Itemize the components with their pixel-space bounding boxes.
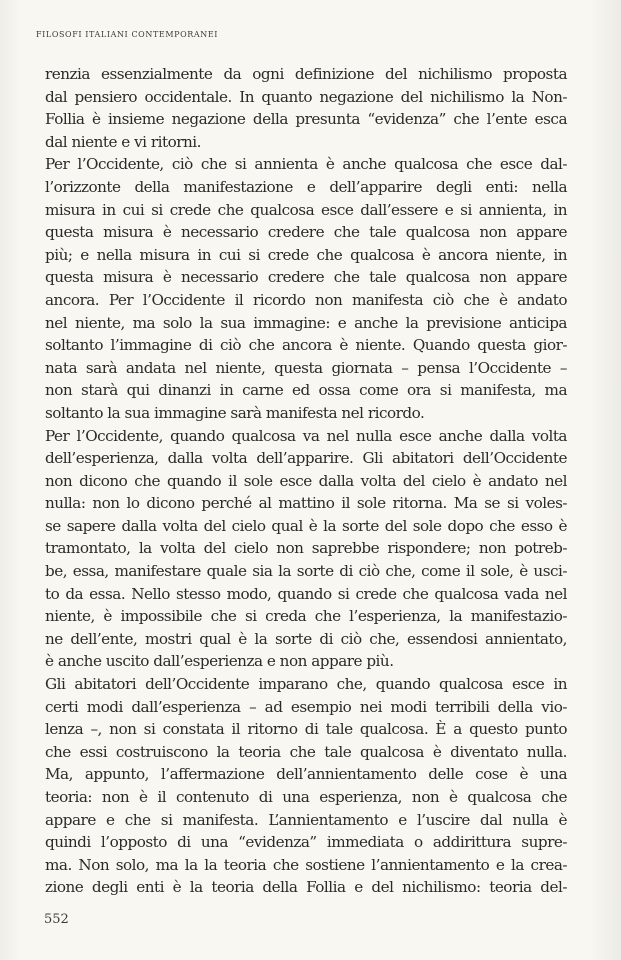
text-line: teoria: non è il contenuto di una esperienza, non è qualcosa che (45, 788, 567, 806)
body-text (45, 63, 585, 899)
text-line: dell’esperienza, dalla volta dell’apparire. Gli abitatori dell’Occidente (45, 449, 567, 468)
text-line: se sapere dalla volta del cielo qual è la sorte del sole dopo che esso è (45, 516, 567, 535)
text-line: be, essa, manifestare quale sia la sorte di ciò che, come il sole, è usci- (45, 562, 567, 581)
text-line: Ma, appunto, l’affermazione dell’annientamento delle cose è una (45, 765, 567, 784)
text-line: nulla: non lo dicono perché al mattino il sole ritorna. Ma se si voles- (45, 494, 567, 513)
text-line: non starà qui dinanzi in carne ed ossa come ora si manifesta, ma (45, 381, 567, 400)
text-line: Per l’Occidente, ciò che si annienta è anche qualcosa che esce dal- (45, 155, 567, 174)
text-line: niente, è impossibile che si creda che l’esperienza, la manifestazio- (45, 607, 567, 626)
text-line: appare e che si manifesta. L’annientamento e l’uscire dal nulla è (45, 810, 567, 829)
text-line: ancora. Per l’Occidente il ricordo non manifesta ciò che è andato (45, 290, 567, 309)
text-line: Follia è insieme negazione della presunta “evidenza” che l’ente esca (45, 110, 567, 129)
text-line: questa misura è necessario credere che tale qualcosa non appare (45, 223, 567, 242)
text-line: soltanto l’immagine di ciò che ancora è niente. Quando questa gior- (45, 336, 567, 355)
text-line: renzia essenzialmente da ogni definizione del nichilismo proposta (45, 65, 567, 83)
text-line: ne dell’ente, mostri qual è la sorte di ciò che, essendosi annientato, (45, 629, 567, 648)
text-line: più; e nella misura in cui si crede che qualcosa è ancora niente, in (45, 245, 567, 264)
text-line: dal pensiero occidentale. In quanto negazione del nichilismo la Non- (45, 87, 567, 106)
text-line: che essi costruiscono la teoria che tale qualcosa è diventato nulla. (45, 742, 567, 761)
text-line: quindi l’opposto di una “evidenza” immediata o addirittura supre- (45, 833, 567, 852)
text-line: Per l’Occidente, quando qualcosa va nel nulla esce anche dalla volta (45, 426, 567, 445)
text-line: questa misura è necessario credere che tale qualcosa non appare (45, 268, 567, 287)
text-line: nel niente, ma solo la sua immagine: e anche la previsione anticipa (45, 313, 567, 332)
text-line: nata sarà andata nel niente, questa giornata – pensa l’Occidente – (45, 358, 567, 377)
text-line: soltanto la sua immagine sarà manifesta nel ricordo. (45, 403, 425, 422)
text-line: misura in cui si crede che qualcosa esce dall’essere e si annienta, in (45, 200, 567, 219)
text-line: certi modi dall’esperienza – ad esempio nei modi terribili della vio- (45, 697, 567, 716)
text-line: zione degli enti è la teoria della Follia e del nichilismo: teoria del- (45, 878, 567, 897)
text-line: ma. Non solo, ma la la teoria che sostiene l’annientamento e la crea- (45, 855, 567, 874)
text-line: to da essa. Nello stesso modo, quando si crede che qualcosa vada nel (45, 584, 567, 603)
text-line: dal niente e vi ritorni. (45, 132, 201, 151)
text-line: lenza –, non si constata il ritorno di tale qualcosa. È a questo punto (45, 720, 567, 739)
text-line: è anche uscito dall’esperienza e non appare più. (45, 652, 394, 671)
text-line: tramontato, la volta del cielo non saprebbe rispondere; non potreb- (45, 539, 567, 558)
running-head: FILOSOFI ITALIANI CONTEMPORANEI (36, 30, 219, 39)
page-number: 552 (44, 912, 69, 927)
text-line: Gli abitatori dell’Occidente imparano che, quando qualcosa esce in (45, 675, 567, 694)
text-line: non dicono che quando il sole esce dalla volta del cielo è andato nel (45, 471, 567, 490)
text-line: l’orizzonte della manifestazione e dell’apparire degli enti: nella (45, 177, 567, 196)
